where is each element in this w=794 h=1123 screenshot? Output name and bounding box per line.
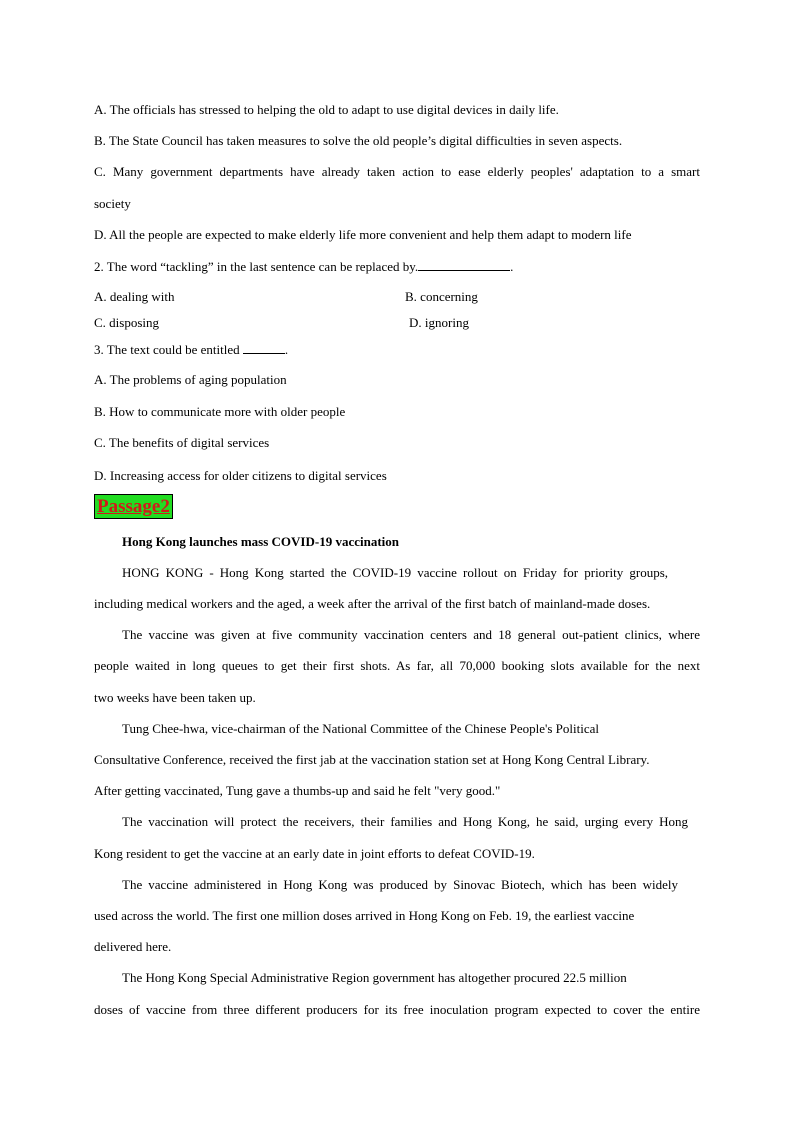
- q2-stem-text: 2. The word “tackling” in the last sentence can be replaced by.: [94, 259, 419, 274]
- q2-option-b: B. concerning: [405, 289, 478, 304]
- article-line: Kong resident to get the vaccine at an early date in joint efforts to defeat COVID-19.: [94, 846, 535, 861]
- article-line: After getting vaccinated, Tung gave a thumbs-up and said he felt "very good.": [94, 783, 501, 798]
- q2-option-d: D. ignoring: [409, 315, 469, 330]
- article-line: The Hong Kong Special Administrative Region government has altogether procured 22.5 million: [122, 970, 627, 985]
- article-line: Consultative Conference, received the first jab at the vaccination station set at Hong Kong Central Library.: [94, 752, 650, 767]
- q3-option-c: C. The benefits of digital services: [94, 435, 270, 450]
- article-line: doses of vaccine from three different producers for its free inoculation program expected to cover the entire: [94, 1002, 700, 1017]
- article-line: Tung Chee-hwa, vice-chairman of the National Committee of the Chinese People's Political: [122, 721, 599, 736]
- article-title: Hong Kong launches mass COVID-19 vaccination: [122, 534, 399, 549]
- q3-stem-text: 3. The text could be entitled: [94, 342, 240, 357]
- q1-option-c: C. Many government departments have already taken action to ease elderly peoples' adaptation to a smart: [94, 164, 700, 179]
- q3-stem-end: .: [284, 342, 289, 357]
- passage-heading: Passage2: [94, 494, 173, 519]
- q2-option-c: C. disposing: [94, 315, 160, 330]
- article-line: HONG KONG - Hong Kong started the COVID-19 vaccine rollout on Friday for priority groups,: [122, 565, 668, 580]
- article-line: two weeks have been taken up.: [94, 690, 256, 705]
- article-line: The vaccination will protect the receivers, their families and Hong Kong, he said, urging every Hong: [122, 814, 688, 829]
- article-line: The vaccine administered in Hong Kong was produced by Sinovac Biotech, which has been widely: [122, 877, 678, 892]
- q3-option-d: D. Increasing access for older citizens to digital services: [94, 468, 387, 483]
- q1-option-c-cont: society: [94, 196, 131, 211]
- article-line: including medical workers and the aged, a week after the arrival of the first batch of mainland-made doses.: [94, 596, 651, 611]
- answer-blank: [418, 258, 510, 271]
- q1-option-b: B. The State Council has taken measures to solve the old people’s digital difficulties in seven aspects.: [94, 133, 623, 148]
- article-line: The vaccine was given at five community vaccination centers and 18 general out-patient clinics, where: [122, 627, 700, 642]
- q2-stem: [94, 258, 513, 275]
- q1-option-a: A. The officials has stressed to helping the old to adapt to use digital devices in daily life.: [94, 102, 559, 117]
- q3-option-b: B. How to communicate more with older people: [94, 404, 346, 419]
- q2-stem-end: .: [510, 259, 514, 274]
- q3-option-a: A. The problems of aging population: [94, 372, 287, 387]
- q2-option-a: A. dealing with: [94, 289, 175, 304]
- q1-option-d: D. All the people are expected to make elderly life more convenient and help them adapt to modern life: [94, 227, 632, 242]
- q3-stem: [94, 341, 288, 358]
- article-line: delivered here.: [94, 939, 172, 954]
- answer-blank: [243, 341, 285, 354]
- article-line: people waited in long queues to get their first shots. As far, all 70,000 booking slots available for the next: [94, 658, 700, 673]
- article-line: used across the world. The first one million doses arrived in Hong Kong on Feb. 19, the earliest vaccine: [94, 908, 635, 923]
